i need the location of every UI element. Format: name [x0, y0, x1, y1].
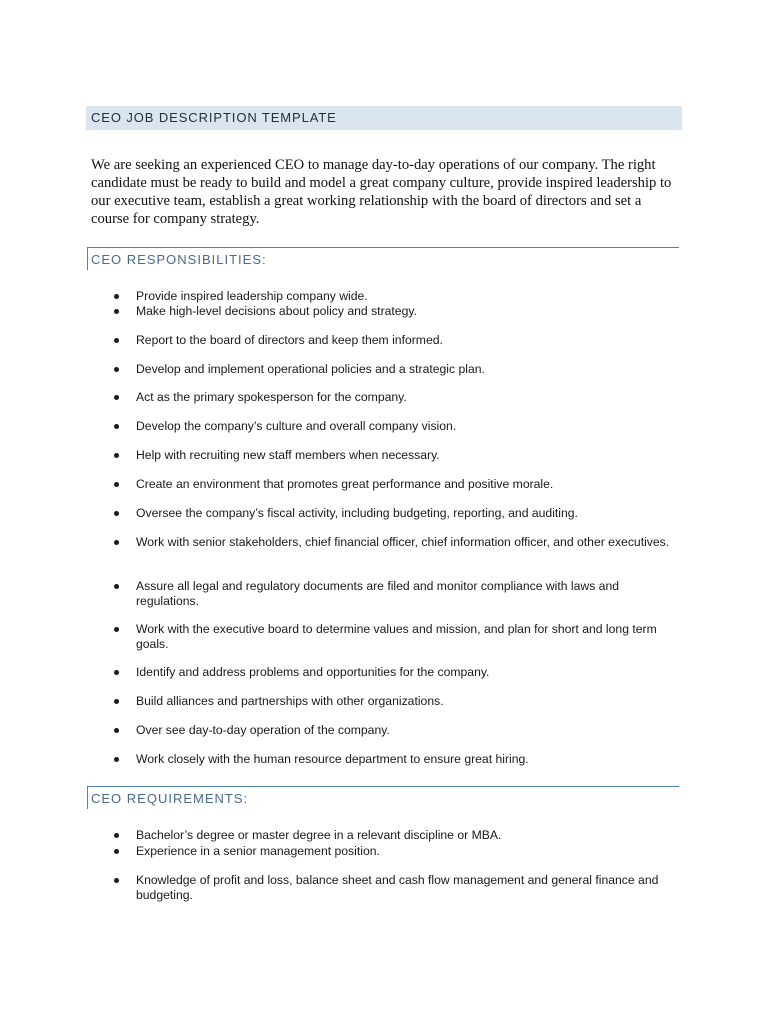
- bullet-icon: [114, 453, 119, 458]
- responsibilities-heading: [87, 247, 679, 270]
- bullet-icon: [114, 757, 119, 762]
- list-item: Develop and implement operational policies and a strategic plan.: [108, 362, 678, 377]
- bullet-icon: [114, 878, 119, 883]
- list-item: Identify and address problems and opportunities for the company.: [108, 665, 678, 680]
- bullet-icon: [114, 309, 119, 314]
- bullet-icon: [114, 849, 119, 854]
- bullet-icon: [114, 728, 119, 733]
- list-item: Work with the executive board to determine values and mission, and plan for short and long term goals.: [108, 622, 678, 652]
- list-item: Bachelor’s degree or master degree in a relevant discipline or MBA.: [108, 828, 678, 843]
- bullet-icon: [114, 627, 119, 632]
- list-item: Knowledge of profit and loss, balance sheet and cash flow management and general finance and budgeting.: [108, 873, 678, 903]
- bullet-icon: [114, 511, 119, 516]
- bullet-icon: [114, 294, 119, 299]
- requirements-heading-text: CEO REQUIREMENTS:: [91, 791, 249, 806]
- bullet-icon: [114, 395, 119, 400]
- list-item: Assure all legal and regulatory documents are filed and monitor compliance with laws and regulations.: [108, 579, 678, 609]
- list-item: Work with senior stakeholders, chief financial officer, chief information officer, and other executives.: [108, 535, 678, 550]
- bullet-icon: [114, 833, 119, 838]
- bullet-icon: [114, 699, 119, 704]
- bullet-icon: [114, 367, 119, 372]
- list-item: Over see day-to-day operation of the company.: [108, 723, 678, 738]
- list-item: Create an environment that promotes great performance and positive morale.: [108, 477, 678, 492]
- requirements-heading: [87, 786, 679, 809]
- list-item: Develop the company’s culture and overall company vision.: [108, 419, 678, 434]
- list-item: Experience in a senior management position.: [108, 844, 678, 859]
- bullet-icon: [114, 482, 119, 487]
- intro-paragraph: We are seeking an experienced CEO to manage day-to-day operations of our company. The right candidate must be ready to build and model a great company culture, provide inspired leadership to our executive team, establish a great working relationship with the board of directors and set a course for company strategy.: [91, 157, 672, 227]
- list-item: Provide inspired leadership company wide.: [108, 289, 678, 304]
- list-item: Report to the board of directors and keep them informed.: [108, 333, 678, 348]
- bullet-icon: [114, 338, 119, 343]
- bullet-icon: [114, 540, 119, 545]
- bullet-icon: [114, 584, 119, 589]
- list-item: Make high-level decisions about policy and strategy.: [108, 304, 678, 319]
- bullet-icon: [114, 424, 119, 429]
- responsibilities-heading-text: CEO RESPONSIBILITIES:: [91, 252, 267, 267]
- list-item: Oversee the company’s fiscal activity, including budgeting, reporting, and auditing.: [108, 506, 678, 521]
- list-item: Act as the primary spokesperson for the company.: [108, 390, 678, 405]
- bullet-icon: [114, 670, 119, 675]
- list-item: Work closely with the human resource department to ensure great hiring.: [108, 752, 678, 767]
- page-title: CEO JOB DESCRIPTION TEMPLATE: [91, 110, 337, 125]
- title-banner: [86, 106, 682, 130]
- list-item: Build alliances and partnerships with other organizations.: [108, 694, 678, 709]
- list-item: Help with recruiting new staff members when necessary.: [108, 448, 678, 463]
